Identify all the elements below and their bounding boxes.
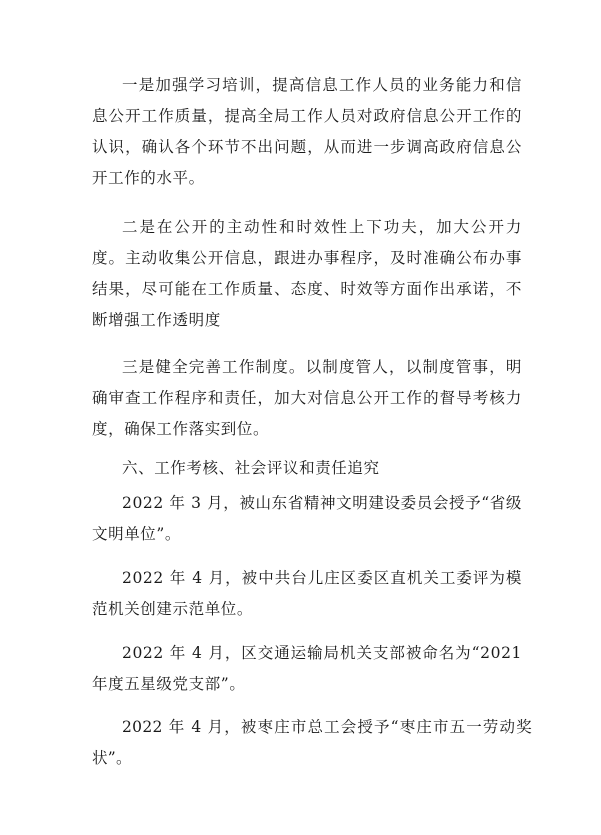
- paragraph-training: 一是加强学习培训，提高信息工作人员的业务能力和信息公开工作质量，提高全局工作人员对政府信息公开工作的认识，确认各个环节不出问题，从而进一步调高政府信息公开工作的水平。: [92, 76, 522, 187]
- paragraph-work-system: 三是健全完善工作制度。以制度管人，以制度管事，明确审查工作程序和责任，加大对信息公开工作的督导考核力度，确保工作落实到位。: [92, 358, 522, 438]
- paragraph-award-provincial: 2022 年 3 月，被山东省精神文明建设委员会授予“省级文明单位”。: [92, 494, 522, 543]
- paragraph-award-party-branch: 2022 年 4 月，区交通运输局机关支部被命名为“2021 年度五星级党支部”。: [92, 644, 522, 693]
- paragraph-award-labor: 2022 年 4 月，被枣庄市总工会授予“枣庄市五一劳动奖状”。: [92, 718, 532, 767]
- paragraph-award-model-agency: 2022 年 4 月，被中共台儿庄区委区直机关工委评为模范机关创建示范单位。: [92, 569, 522, 618]
- section-heading: 六、工作考核、社会评议和责任追究: [122, 459, 380, 477]
- paragraph-disclosure-initiative: 二是在公开的主动性和时效性上下功夫，加大公开力度。主动收集公开信息，跟进办事程序，及时准确公布办事结果，尽可能在工作质量、态度、时效等方面作出承诺，不断增强工作透明度: [92, 218, 522, 329]
